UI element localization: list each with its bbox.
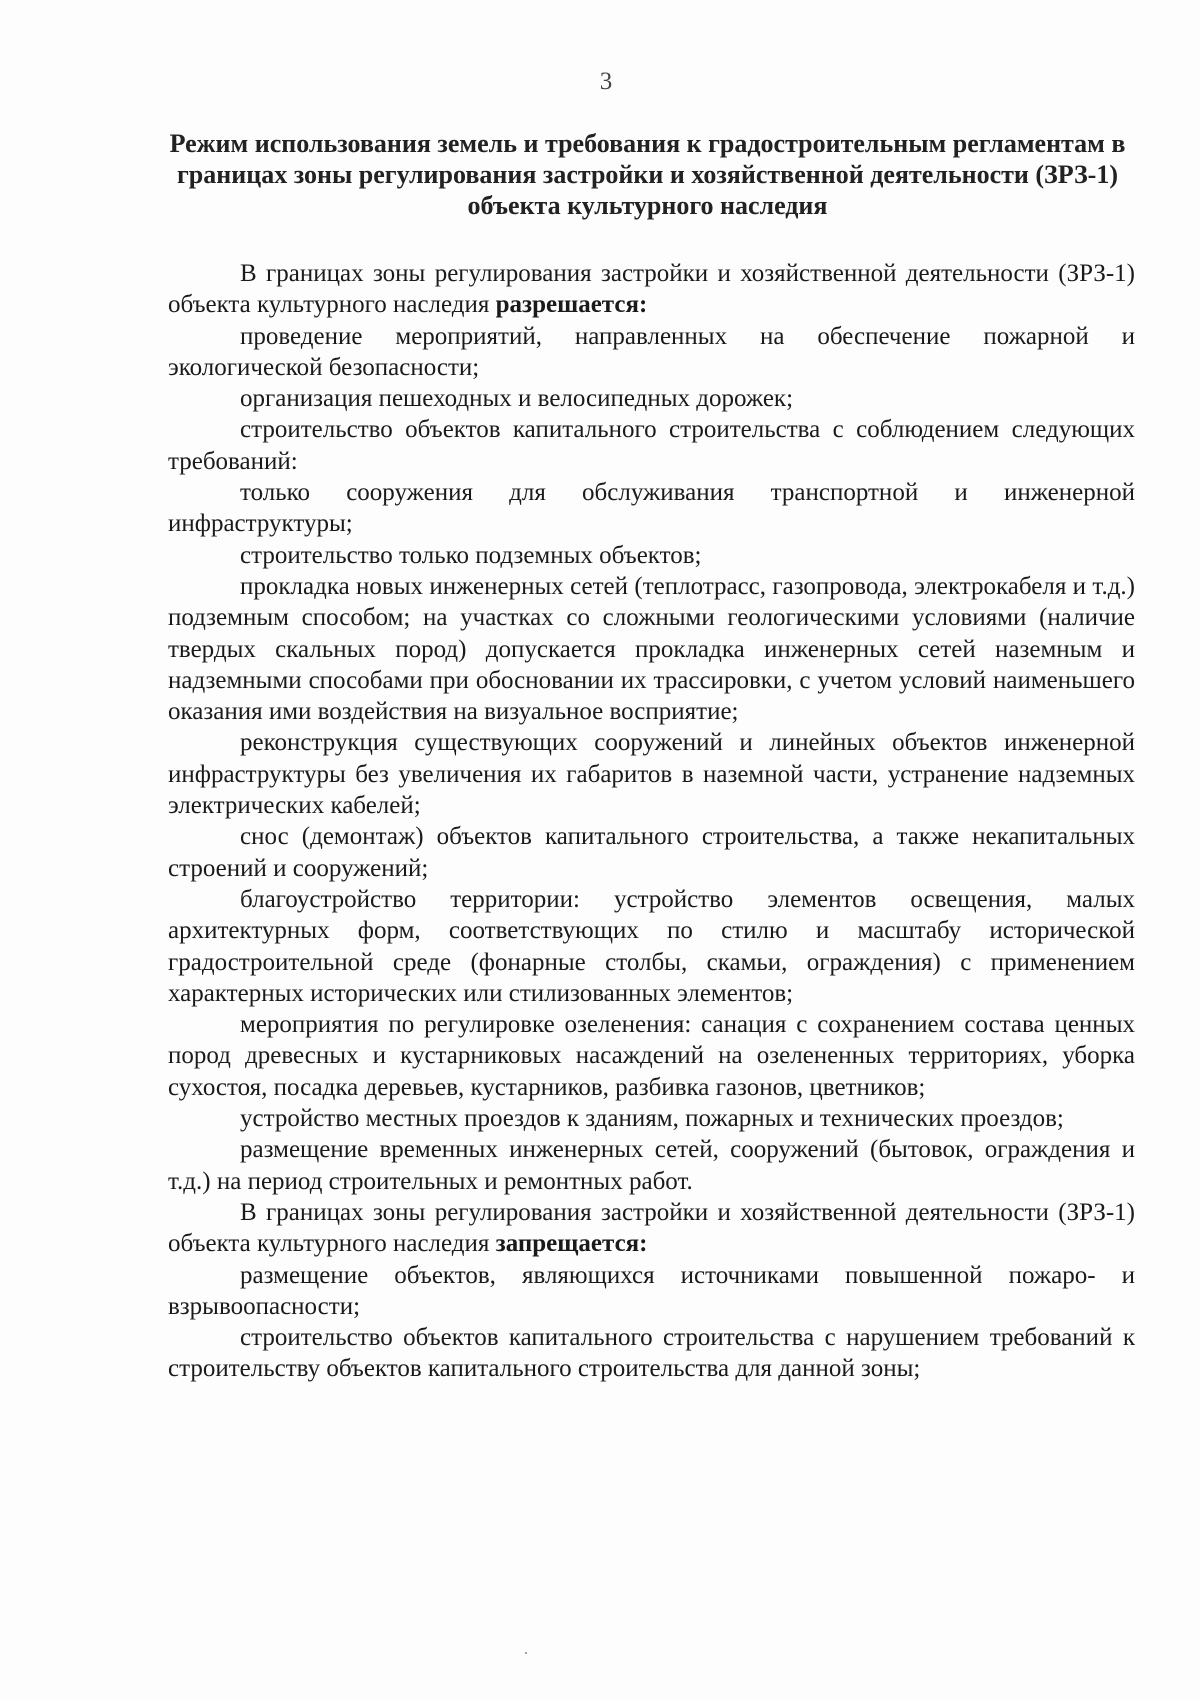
forbidden-intro-text: В границах зоны регулирования застройки и хозяйственной деятельности (ЗРЗ-1) объекта культурного наследия [168, 1198, 1135, 1258]
allowed-item: благоустройство территории: устройство элементов освещения, малых архитектурных форм, соответствующих по стилю и масштабу исторической градостроительной среде (фонарные столбы, скамьи, ограждения) с применением характерных исторических или стилизованных элементов; [168, 885, 1135, 1007]
allowed-intro-text: В границах зоны регулирования застройки и хозяйственной деятельности (ЗРЗ-1) объекта культурного наследия [168, 260, 1135, 319]
forbidden-keyword: запрещается: [495, 1230, 648, 1258]
allowed-item: размещение временных инженерных сетей, сооружений (бытовок, ограждения и т.д.) на период строительных и ремонтных работ. [168, 1136, 1135, 1195]
allowed-item: прокладка новых инженерных сетей (теплотрасс, газопровода, электрокабеля и т.д.) подземным способом; на участках со сложными геологическими условиями (наличие твердых скальных пород) допускается прокладка инженерных сетей наземным и надземными способами при обосновании их трассировки, с учетом условий наименьшего оказания ими воздействия на визуальное восприятие; [168, 572, 1135, 726]
document-body [168, 258, 1135, 1385]
allowed-intro-paragraph [168, 258, 1135, 321]
allowed-item: строительство объектов капитального строительства с соблюдением следующих требований: [168, 416, 1135, 475]
forbidden-item: размещение объектов, являющихся источниками повышенной пожаро- и взрывоопасности; [168, 1261, 1135, 1320]
allowed-item: устройство местных проездов к зданиям, пожарных и технических проездов; [240, 1105, 1064, 1133]
scan-speck [525, 1652, 527, 1654]
forbidden-intro-paragraph [168, 1197, 1135, 1260]
allowed-item: мероприятия по регулировке озеленения: санация с сохранением состава ценных пород древесных и кустарниковых насаждений на озелененных территориях, уборка сухостоя, посадка деревьев, кустарников, разбивка газонов, цветников; [168, 1011, 1135, 1101]
page-number: 3 [599, 68, 613, 95]
document-title: Режим использования земель и требования к градостроительным регламентам в границах зоны регулирования застройки и хозяйственной деятельности (ЗРЗ-1) объекта культурного наследия [169, 129, 1126, 220]
allowed-item: снос (демонтаж) объектов капитального строительства, а также некапитальных строений и сооружений; [168, 823, 1135, 882]
allowed-item: реконструкция существующих сооружений и линейных объектов инженерной инфраструктуры без увеличения их габаритов в наземной части, устранение надземных электрических кабелей; [168, 729, 1135, 820]
forbidden-item: строительство объектов капитального строительства с нарушением требований к строительству объектов капитального строительства для данной зоны; [168, 1324, 1135, 1383]
allowed-item: строительство только подземных объектов; [240, 541, 702, 569]
allowed-item: организация пешеходных и велосипедных дорожек; [240, 385, 794, 413]
allowed-keyword: разрешается: [495, 291, 648, 319]
allowed-item: только сооружения для обслуживания транспортной и инженерной инфраструктуры; [168, 479, 1135, 538]
allowed-item: проведение мероприятий, направленных на обеспечение пожарной и экологической безопасности; [168, 322, 1135, 381]
